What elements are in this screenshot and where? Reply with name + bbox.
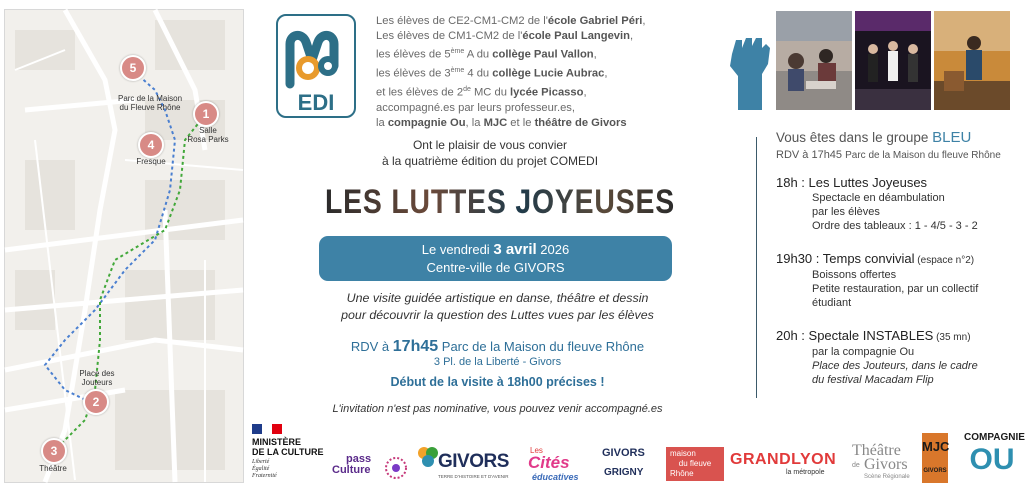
svg-text:LES LUTTES JOYEUSES: LES LUTTES JOYEUSES: [325, 183, 675, 221]
intro-line-5: et les élèves de 2de MC du lycée Picasso,: [376, 86, 587, 100]
maison-fleuve-rhone-logo: maison du fleuve Rhône: [666, 447, 724, 481]
program-3-detail-1: par la compagnie Ou: [812, 346, 915, 358]
event-description: [300, 290, 695, 324]
program-3-detail-3: du festival Macadam Flip: [812, 374, 934, 386]
intro-line-6: accompagné.es par leurs professeur.es,: [376, 102, 575, 115]
photo-3: [934, 11, 1010, 110]
stop-4-label: Fresque: [136, 157, 166, 166]
program-3-detail-2: Place des Jouteurs, dans le cadre: [812, 360, 978, 372]
theatre-givors-logo: Théâtre de Givors Scène Régionale: [852, 442, 910, 480]
raised-fist-icon: [726, 34, 772, 110]
french-flag-icon: [252, 424, 282, 434]
group-name: BLEU: [932, 129, 972, 146]
grandlyon-logo: GRANDLYON la métropole: [730, 451, 837, 476]
program-item-1: 18h : Les Luttes Joyeuses Spectacle en déambulation par les élèves Ordre des tableaux : 1 - 4/5 - 3 - 2: [776, 176, 1016, 233]
intro-line-4: les élèves de 3ème 4 du collège Lucie Aubrac,: [376, 67, 608, 81]
invite-line-1: Ont le plaisir de vous convier: [412, 138, 568, 152]
stop-1-pin[interactable]: 1: [193, 101, 219, 127]
photo-1: [776, 11, 852, 110]
photo-performance: [934, 11, 1010, 110]
program-1-detail-2: par les élèves: [812, 206, 880, 218]
place-line: Centre-ville de GIVORS: [426, 260, 565, 275]
photo-dance-stage: [855, 11, 931, 110]
program-1-detail-1: Spectacle en déambulation: [812, 192, 945, 204]
program-2-detail-2: Petite restauration, par un collectif: [812, 283, 979, 295]
ministere-culture-logo: MINISTÈRE DE LA CULTURE Liberté Égalité Fraternité: [252, 424, 330, 484]
rdv-address: 3 Pl. de la Liberté - Givors: [433, 356, 562, 368]
invitation-text: [300, 137, 680, 169]
invitation-note: L'invitation n'est pas nominative, vous pouvez venir accompagné.es: [332, 403, 663, 415]
map-streets: [5, 10, 243, 482]
stop-5-label: Parc de la Maison du Fleuve Rhône: [117, 94, 183, 112]
stop-4-pin[interactable]: 4: [138, 132, 164, 158]
intro-text: [376, 14, 696, 132]
stop-3-label: Théâtre: [39, 464, 67, 473]
route-map[interactable]: [4, 9, 244, 483]
photo-2: [855, 11, 931, 110]
pass-culture-star-icon: [384, 456, 408, 480]
date-line: Le vendredi 3 avril 2026: [421, 241, 570, 258]
intro-line-7: la compagnie Ou, la MJC et le théâtre de Givors: [376, 117, 627, 130]
svg-text:EDI: EDI: [297, 90, 335, 115]
rdv-line: RDV à 17h45 Parc de la Maison du fleuve Rhône: [350, 338, 645, 355]
comedi-logo: [276, 14, 356, 118]
comedi-logo-graphic: [278, 16, 354, 116]
givors-logo: GIVORS TERRE D'HISTOIRE ET D'AVENIR: [416, 445, 516, 485]
pass-culture-logo: pass Culture: [332, 454, 412, 484]
vertical-divider: [756, 137, 757, 398]
stop-2-label: Place des Jouteurs: [79, 369, 115, 387]
description-line-1: Une visite guidée artistique en danse, théâtre et dessin: [346, 291, 649, 305]
intro-line-1: Les élèves de CE2-CM1-CM2 de l'école Gabriel Péri,: [376, 15, 646, 27]
mjc-givors-logo: MJC GIVORS: [922, 433, 948, 483]
photo-workshop-1: [776, 11, 852, 110]
givors-emblem-icon: [416, 445, 440, 469]
program-1-detail-3: Ordre des tableaux : 1 - 4/5 - 3 - 2: [812, 220, 978, 232]
stop-5-pin[interactable]: 5: [120, 55, 146, 81]
invite-line-2: à la quatrième édition du projet COMEDI: [381, 154, 599, 168]
program-item-3: 20h : Spectale INSTABLES (35 mn) par la compagnie Ou Place des Jouteurs, dans le cadre du festival Macadam Flip: [776, 329, 1016, 387]
stop-2-pin[interactable]: 2: [83, 389, 109, 415]
intro-line-2: Les élèves de CM1-CM2 de l'école Paul Langevin,: [376, 30, 634, 43]
intro-line-3: les élèves de 5ème A du collège Paul Vallon,: [376, 48, 597, 62]
stop-1-label: Salle Rosa Parks: [187, 126, 229, 144]
program-item-2: 19h30 : Temps convivial (espace n°2) Boissons offertes Petite restauration, par un collectif étudiant: [776, 252, 1016, 310]
group-heading: Vous êtes dans le groupe BLEU: [776, 129, 972, 146]
cites-educatives-logo: Les Cités éducatives: [528, 446, 579, 482]
date-banner: [319, 236, 672, 281]
compagnie-ou-logo: COMPAGNIE OU: [964, 432, 1025, 476]
description-line-2: pour découvrir la question des Luttes vues par les élèves: [341, 308, 654, 322]
group-rdv: RDV à 17h45 Parc de la Maison du fleuve Rhône: [776, 149, 1001, 161]
event-title: [322, 183, 678, 219]
program-2-detail-3: étudiant: [812, 297, 852, 309]
program-2-detail-1: Boissons offertes: [812, 269, 897, 281]
start-time-notice: Début de la visite à 18h00 précises !: [390, 375, 605, 389]
givors-grigny-logo: GIVORS GRIGNY: [602, 447, 645, 478]
stop-3-pin[interactable]: 3: [41, 438, 67, 464]
